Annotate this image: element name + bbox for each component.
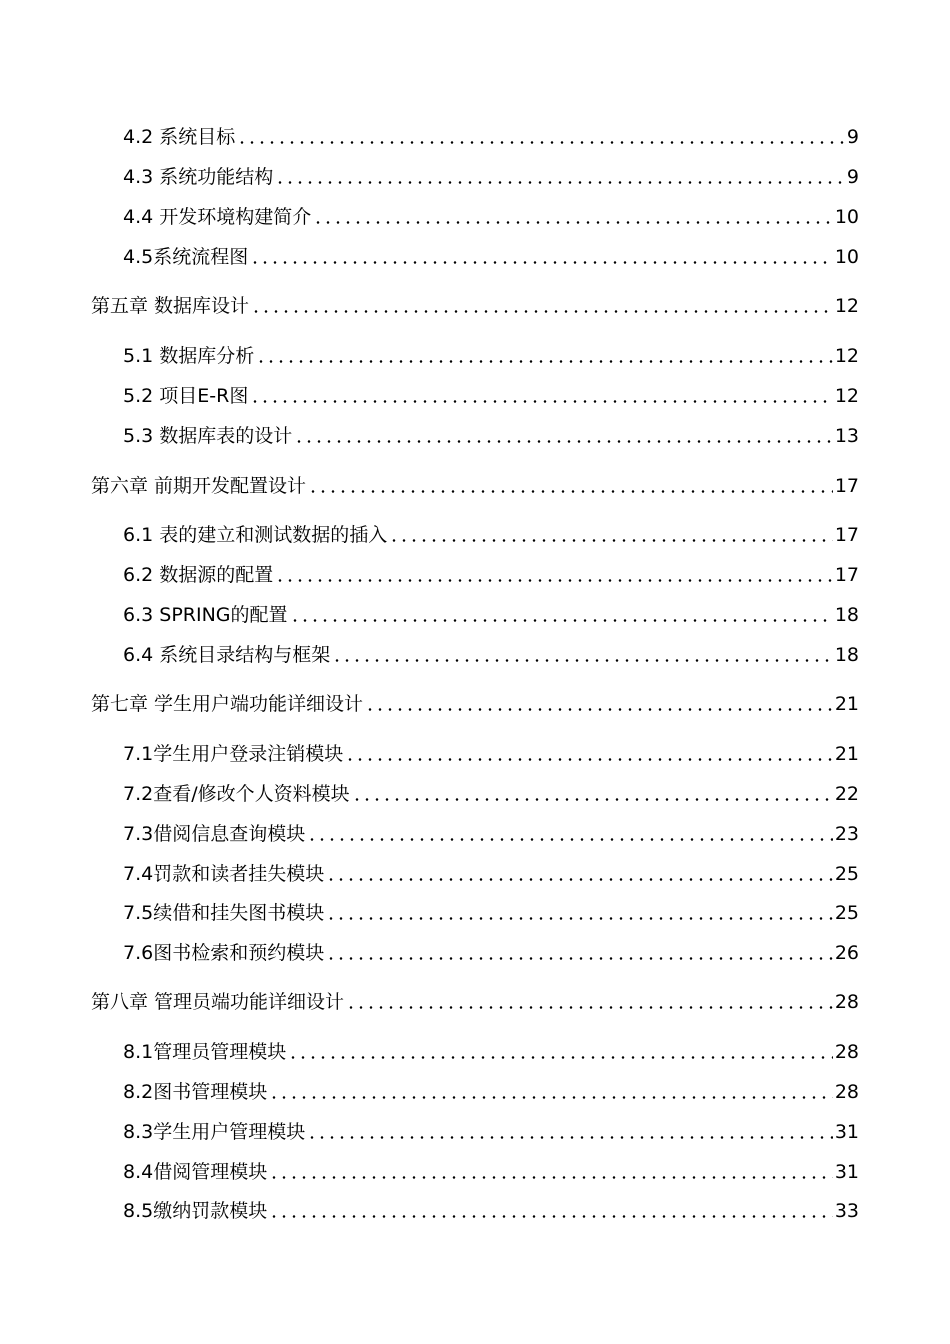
toc-section-entry[interactable] bbox=[123, 601, 859, 629]
dot-leader bbox=[389, 539, 833, 542]
toc-page-number: 18 bbox=[834, 604, 859, 626]
dot-leader bbox=[269, 1215, 833, 1218]
toc-entry-title: 第八章 管理员端功能详细设计 bbox=[91, 991, 345, 1013]
toc-page-number: 9 bbox=[846, 126, 859, 148]
dot-leader bbox=[326, 878, 833, 881]
toc-page-number: 31 bbox=[834, 1121, 859, 1143]
toc-section-entry[interactable] bbox=[123, 860, 859, 888]
toc-entry-title: 5.2 项目E-R图 bbox=[123, 385, 249, 407]
dot-leader bbox=[365, 708, 833, 711]
toc-chapter-entry[interactable] bbox=[91, 690, 859, 718]
dot-leader bbox=[251, 310, 833, 313]
toc-page-number: 31 bbox=[834, 1161, 859, 1183]
toc-page-number: 28 bbox=[834, 991, 859, 1013]
toc-section-entry[interactable] bbox=[123, 123, 859, 151]
toc-page-number: 18 bbox=[834, 644, 859, 666]
toc-page-number: 25 bbox=[834, 902, 859, 924]
dot-leader bbox=[352, 798, 833, 801]
toc-entry-title: 8.4借阅管理模块 bbox=[123, 1161, 268, 1183]
dot-leader bbox=[326, 957, 833, 960]
toc-section-entry[interactable] bbox=[123, 203, 859, 231]
toc-entry-title: 第六章 前期开发配置设计 bbox=[91, 475, 307, 497]
toc-entry-title: 4.3 系统功能结构 bbox=[123, 166, 274, 188]
toc-entry-title: 6.1 表的建立和测试数据的插入 bbox=[123, 524, 388, 546]
dot-leader bbox=[313, 221, 833, 224]
toc-page-number: 10 bbox=[834, 206, 859, 228]
toc-entry-title: 8.5缴纳罚款模块 bbox=[123, 1200, 268, 1222]
toc-section-entry[interactable] bbox=[123, 641, 859, 669]
toc-entry-title: 6.4 系统目录结构与框架 bbox=[123, 644, 331, 666]
toc-section-entry[interactable] bbox=[123, 382, 859, 410]
toc-page-number: 17 bbox=[834, 475, 859, 497]
toc-page-number: 10 bbox=[834, 246, 859, 268]
toc-section-entry[interactable] bbox=[123, 342, 859, 370]
toc-section-entry[interactable] bbox=[123, 1197, 859, 1225]
toc-page-number: 12 bbox=[834, 345, 859, 367]
dot-leader bbox=[237, 141, 845, 144]
toc-page-number: 13 bbox=[834, 425, 859, 447]
dot-leader bbox=[288, 1056, 833, 1059]
toc-entry-title: 第五章 数据库设计 bbox=[91, 295, 250, 317]
toc-section-entry[interactable] bbox=[123, 1158, 859, 1186]
toc-page-number: 23 bbox=[834, 823, 859, 845]
toc-page-number: 21 bbox=[834, 693, 859, 715]
dot-leader bbox=[256, 360, 833, 363]
toc-entry-title: 第七章 学生用户端功能详细设计 bbox=[91, 693, 364, 715]
toc-entry-title: 4.2 系统目标 bbox=[123, 126, 236, 148]
toc-section-entry[interactable] bbox=[123, 780, 859, 808]
toc-section-entry[interactable] bbox=[123, 561, 859, 589]
dot-leader bbox=[269, 1176, 833, 1179]
dot-leader bbox=[250, 261, 833, 264]
toc-page-number: 28 bbox=[834, 1041, 859, 1063]
toc-page-number: 26 bbox=[834, 942, 859, 964]
dot-leader bbox=[275, 579, 833, 582]
dot-leader bbox=[307, 1136, 833, 1139]
toc-page-number: 12 bbox=[834, 385, 859, 407]
toc-section-entry[interactable] bbox=[123, 163, 859, 191]
toc-page-number: 12 bbox=[834, 295, 859, 317]
toc-section-entry[interactable] bbox=[123, 422, 859, 450]
toc-section-entry[interactable] bbox=[123, 740, 859, 768]
toc-entry-title: 6.3 SPRING的配置 bbox=[123, 604, 288, 626]
toc-chapter-entry[interactable] bbox=[91, 988, 859, 1016]
dot-leader bbox=[332, 659, 833, 662]
dot-leader bbox=[346, 1006, 833, 1009]
toc-entry-title: 8.2图书管理模块 bbox=[123, 1081, 268, 1103]
toc-section-entry[interactable] bbox=[123, 1078, 859, 1106]
dot-leader bbox=[308, 490, 833, 493]
toc-section-entry[interactable] bbox=[123, 1118, 859, 1146]
toc-entry-title: 8.3学生用户管理模块 bbox=[123, 1121, 306, 1143]
toc-section-entry[interactable] bbox=[123, 899, 859, 927]
dot-leader bbox=[269, 1096, 833, 1099]
toc-entry-title: 4.5系统流程图 bbox=[123, 246, 249, 268]
toc-entry-title: 6.2 数据源的配置 bbox=[123, 564, 274, 586]
toc-entry-title: 7.2查看/修改个人资料模块 bbox=[123, 783, 350, 805]
toc-entry-title: 5.1 数据库分析 bbox=[123, 345, 255, 367]
dot-leader bbox=[275, 181, 845, 184]
toc-section-entry[interactable] bbox=[123, 243, 859, 271]
toc-section-entry[interactable] bbox=[123, 521, 859, 549]
toc-entry-title: 7.6图书检索和预约模块 bbox=[123, 942, 325, 964]
toc-page-number: 33 bbox=[834, 1200, 859, 1222]
toc-page-number: 25 bbox=[834, 863, 859, 885]
toc-page-number: 9 bbox=[846, 166, 859, 188]
toc-page-number: 22 bbox=[834, 783, 859, 805]
toc-section-entry[interactable] bbox=[123, 820, 859, 848]
toc-entry-title: 5.3 数据库表的设计 bbox=[123, 425, 293, 447]
toc-page-number: 17 bbox=[834, 524, 859, 546]
dot-leader bbox=[250, 400, 832, 403]
dot-leader bbox=[294, 440, 833, 443]
toc-page-number: 21 bbox=[834, 743, 859, 765]
dot-leader bbox=[307, 838, 833, 841]
toc-page-number: 28 bbox=[834, 1081, 859, 1103]
toc-chapter-entry[interactable] bbox=[91, 292, 859, 320]
toc-entry-title: 7.4罚款和读者挂失模块 bbox=[123, 863, 325, 885]
toc-entry-title: 8.1管理员管理模块 bbox=[123, 1041, 287, 1063]
toc-section-entry[interactable] bbox=[123, 1038, 859, 1066]
toc-entry-title: 7.3借阅信息查询模块 bbox=[123, 823, 306, 845]
dot-leader bbox=[326, 917, 833, 920]
toc-entry-title: 7.5续借和挂失图书模块 bbox=[123, 902, 325, 924]
dot-leader bbox=[290, 619, 833, 622]
toc-entry-title: 7.1学生用户登录注销模块 bbox=[123, 743, 344, 765]
toc-section-entry[interactable] bbox=[123, 939, 859, 967]
toc-page-number: 17 bbox=[834, 564, 859, 586]
dot-leader bbox=[345, 758, 833, 761]
toc-chapter-entry[interactable] bbox=[91, 472, 859, 500]
toc-entry-title: 4.4 开发环境构建简介 bbox=[123, 206, 312, 228]
